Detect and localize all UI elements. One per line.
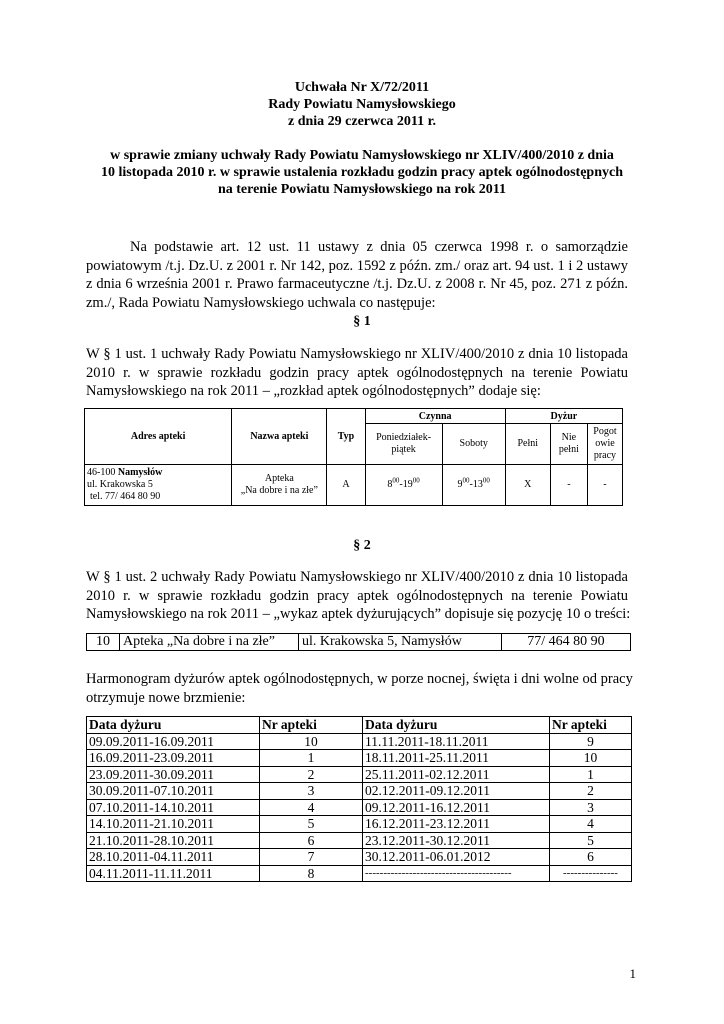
- header-oncall-line: pracy: [593, 450, 617, 461]
- table-row: [87, 634, 631, 651]
- minutes: 00: [412, 476, 420, 485]
- duty-date: 09.09.2011-16.09.2011: [87, 733, 260, 750]
- address-city: Namysłów: [117, 467, 163, 478]
- pharmacy-number: 10: [260, 733, 363, 750]
- header-address: Adres apteki: [85, 409, 232, 465]
- hour: 8: [387, 479, 393, 490]
- cell-weekdays-hours: [365, 465, 442, 506]
- section-2-heading: § 2: [353, 538, 371, 553]
- section-1-line: W § 1 ust. 1 uchwały Rady Powiatu Namysłowskiego nr XLIV/400/2010 z dnia 10 listopada: [86, 346, 628, 362]
- table-row: [87, 832, 632, 849]
- header-weekdays-line: Poniedziałek-: [376, 432, 432, 443]
- name-line: „Na dobre i na złe”: [240, 485, 318, 496]
- table-row: [87, 766, 632, 783]
- duty-date: 16.12.2011-23.12.2011: [363, 816, 550, 833]
- table-row: [87, 816, 632, 833]
- duty-date: 07.10.2011-14.10.2011: [87, 799, 260, 816]
- duty-date: 30.12.2011-06.01.2012: [363, 849, 550, 866]
- pharmacy-number: 6: [550, 849, 632, 866]
- pharmacy-number: 4: [260, 799, 363, 816]
- pharmacy-number: 3: [260, 783, 363, 800]
- header-weekdays: [365, 424, 442, 465]
- duty-date: 18.11.2011-25.11.2011: [363, 750, 550, 767]
- cell-not-full: -: [550, 465, 587, 506]
- header-type: Typ: [327, 409, 365, 465]
- section-2-text: [86, 568, 631, 624]
- harmonogram-intro-line: otrzymuje nowe brzmienie:: [86, 689, 246, 706]
- header-duty: Dyżur: [505, 409, 622, 424]
- header-not-full: [550, 424, 587, 465]
- pharmacy-number: 6: [260, 832, 363, 849]
- section-2-line: 2010 r. w sprawie rozkładu godzin pracy aptek ogólnodostępnych na terenie Powiatu: [86, 587, 628, 604]
- address-zip: 46-100: [87, 467, 118, 478]
- subject-line: na terenie Powiatu Namysłowskiego na rok 2011: [217, 182, 507, 197]
- pharmacy-number: 9: [550, 733, 632, 750]
- address-city-line: [87, 467, 231, 479]
- cell-address: [85, 465, 232, 506]
- pharmacy-number: 7: [260, 849, 363, 866]
- duty-date: 16.09.2011-23.09.2011: [87, 750, 260, 767]
- header-weekdays-line: piątek: [391, 444, 416, 455]
- header-oncall: [587, 424, 622, 465]
- preamble-line: powiatowym /t.j. Dz.U. z 2001 r. Nr 142, poz. 1592 z późn. zm./ oraz art. 94 ust. 1 i 2 ustawy: [86, 257, 628, 274]
- duty-date: 21.10.2011-28.10.2011: [87, 832, 260, 849]
- pharmacy-number: 3: [550, 799, 632, 816]
- pharmacy-number: 1: [550, 766, 632, 783]
- pharmacy-number: 4: [550, 816, 632, 833]
- table-row: [87, 799, 632, 816]
- title-line: Rady Powiatu Namysłowskiego: [268, 97, 456, 112]
- title-line: z dnia 29 czerwca 2011 r.: [287, 114, 436, 129]
- section-1-text: [86, 345, 628, 401]
- table-row: [87, 849, 632, 866]
- header-not-full-line: Nie: [561, 432, 577, 443]
- header-date: Data dyżuru: [363, 717, 550, 734]
- header-name: Nazwa apteki: [232, 409, 327, 465]
- duty-date: 11.11.2011-18.11.2011: [363, 733, 550, 750]
- cell-type: A: [327, 465, 365, 506]
- entry-address: ul. Krakowska 5, Namysłów: [299, 634, 502, 651]
- duty-date: 25.11.2011-02.12.2011: [363, 766, 550, 783]
- duty-date: ----------------------------------------: [363, 865, 550, 882]
- table-row: [87, 783, 632, 800]
- table-row: [87, 733, 632, 750]
- table-header-row: [85, 409, 623, 424]
- duty-date: 14.10.2011-21.10.2011: [87, 816, 260, 833]
- header-oncall-line: Pogot: [593, 426, 617, 437]
- table-row: [87, 865, 632, 882]
- header-open: Czynna: [365, 409, 505, 424]
- duty-date: 23.12.2011-30.12.2011: [363, 832, 550, 849]
- address-phone: tel. 77/ 464 80 90: [90, 491, 161, 502]
- table-row: [87, 750, 632, 767]
- preamble-line: Na podstawie art. 12 ust. 11 ustawy z dnia 05 czerwca 1998 r. o samorządzie: [130, 239, 628, 255]
- duty-entry-table: [86, 633, 631, 651]
- table-row: [85, 465, 623, 506]
- hour: 19: [402, 479, 413, 490]
- pharmacy-number: 5: [550, 832, 632, 849]
- preamble-line: z dnia 6 września 2001 r. Prawo farmaceutyczne /t.j. Dz.U. z 2008 r. Nr 45, poz. 271 z późn.: [86, 276, 628, 292]
- preamble-line: zm./, Rada Powiatu Namysłowskiego uchwala co następuje:: [86, 294, 436, 311]
- preamble: [86, 238, 628, 312]
- hour: 13: [472, 479, 483, 490]
- page-number: 1: [629, 966, 636, 981]
- section-1-heading: § 1: [353, 314, 371, 329]
- duty-date: 02.12.2011-09.12.2011: [363, 783, 550, 800]
- pharmacy-number: ---------------: [550, 865, 632, 882]
- header-not-full-line: pełni: [558, 444, 579, 455]
- pharmacy-number: 8: [260, 865, 363, 882]
- pharmacy-number: 5: [260, 816, 363, 833]
- address-street: ul. Krakowska 5: [87, 479, 153, 490]
- header-pharmacy-no: Nr apteki: [260, 717, 363, 734]
- separator: -: [469, 479, 473, 490]
- duty-date: 28.10.2011-04.11.2011: [87, 849, 260, 866]
- section-2-line: Namysłowskiego na rok 2011 – „wykaz aptek dyżurujących” dopisuje się pozycję 10 o treści:: [86, 606, 631, 622]
- resolution-subject: [0, 147, 724, 198]
- pharmacy-number: 2: [260, 766, 363, 783]
- minutes: 00: [482, 476, 490, 485]
- entry-phone: 77/ 464 80 90: [502, 634, 631, 651]
- name-line: Apteka: [264, 473, 294, 484]
- entry-number: 10: [87, 634, 120, 651]
- header-full: Pełni: [505, 424, 550, 465]
- duty-date: 04.11.2011-11.11.2011: [87, 865, 260, 882]
- header-date: Data dyżuru: [87, 717, 260, 734]
- cell-oncall: -: [587, 465, 622, 506]
- cell-full: X: [505, 465, 550, 506]
- header-saturdays: Soboty: [442, 424, 505, 465]
- harmonogram-intro-line: Harmonogram dyżurów aptek ogólnodostępnych, w porze nocnej, święta i dni wolne od pracy: [86, 671, 633, 687]
- entry-name: Apteka „Na dobre i na złe”: [120, 634, 299, 651]
- pharmacy-schedule-table: [84, 408, 623, 506]
- header-pharmacy-no: Nr apteki: [550, 717, 632, 734]
- table-header-row: [87, 717, 632, 734]
- harmonogram-table: [86, 716, 632, 882]
- header-oncall-line: owie: [595, 438, 615, 449]
- pharmacy-number: 2: [550, 783, 632, 800]
- pharmacy-number: 1: [260, 750, 363, 767]
- subject-line: w sprawie zmiany uchwały Rady Powiatu Namysłowskiego nr XLIV/400/2010 z dnia: [110, 148, 614, 163]
- cell-saturdays-hours: [442, 465, 505, 506]
- harmonogram-intro: [86, 670, 633, 707]
- separator: -: [399, 479, 403, 490]
- section-2-line: W § 1 ust. 2 uchwały Rady Powiatu Namysłowskiego nr XLIV/400/2010 z dnia 10 listopada: [86, 569, 628, 585]
- cell-name: [232, 465, 327, 506]
- pharmacy-number: 10: [550, 750, 632, 767]
- resolution-title: [0, 79, 724, 130]
- minutes: 00: [462, 476, 470, 485]
- section-1-line: 2010 r. w sprawie rozkładu godzin pracy aptek ogólnodostępnych na terenie Powiatu: [86, 364, 628, 381]
- minutes: 00: [392, 476, 400, 485]
- title-line: Uchwała Nr X/72/2011: [294, 80, 430, 95]
- hour: 9: [457, 479, 463, 490]
- duty-date: 09.12.2011-16.12.2011: [363, 799, 550, 816]
- duty-date: 30.09.2011-07.10.2011: [87, 783, 260, 800]
- section-1-line: Namysłowskiego na rok 2011 – „rozkład aptek ogólnodostępnych” dodaje się:: [86, 383, 541, 399]
- duty-date: 23.09.2011-30.09.2011: [87, 766, 260, 783]
- subject-line: 10 listopada 2010 r. w sprawie ustalenia rozkładu godzin pracy aptek ogólnodostępnych: [101, 165, 623, 180]
